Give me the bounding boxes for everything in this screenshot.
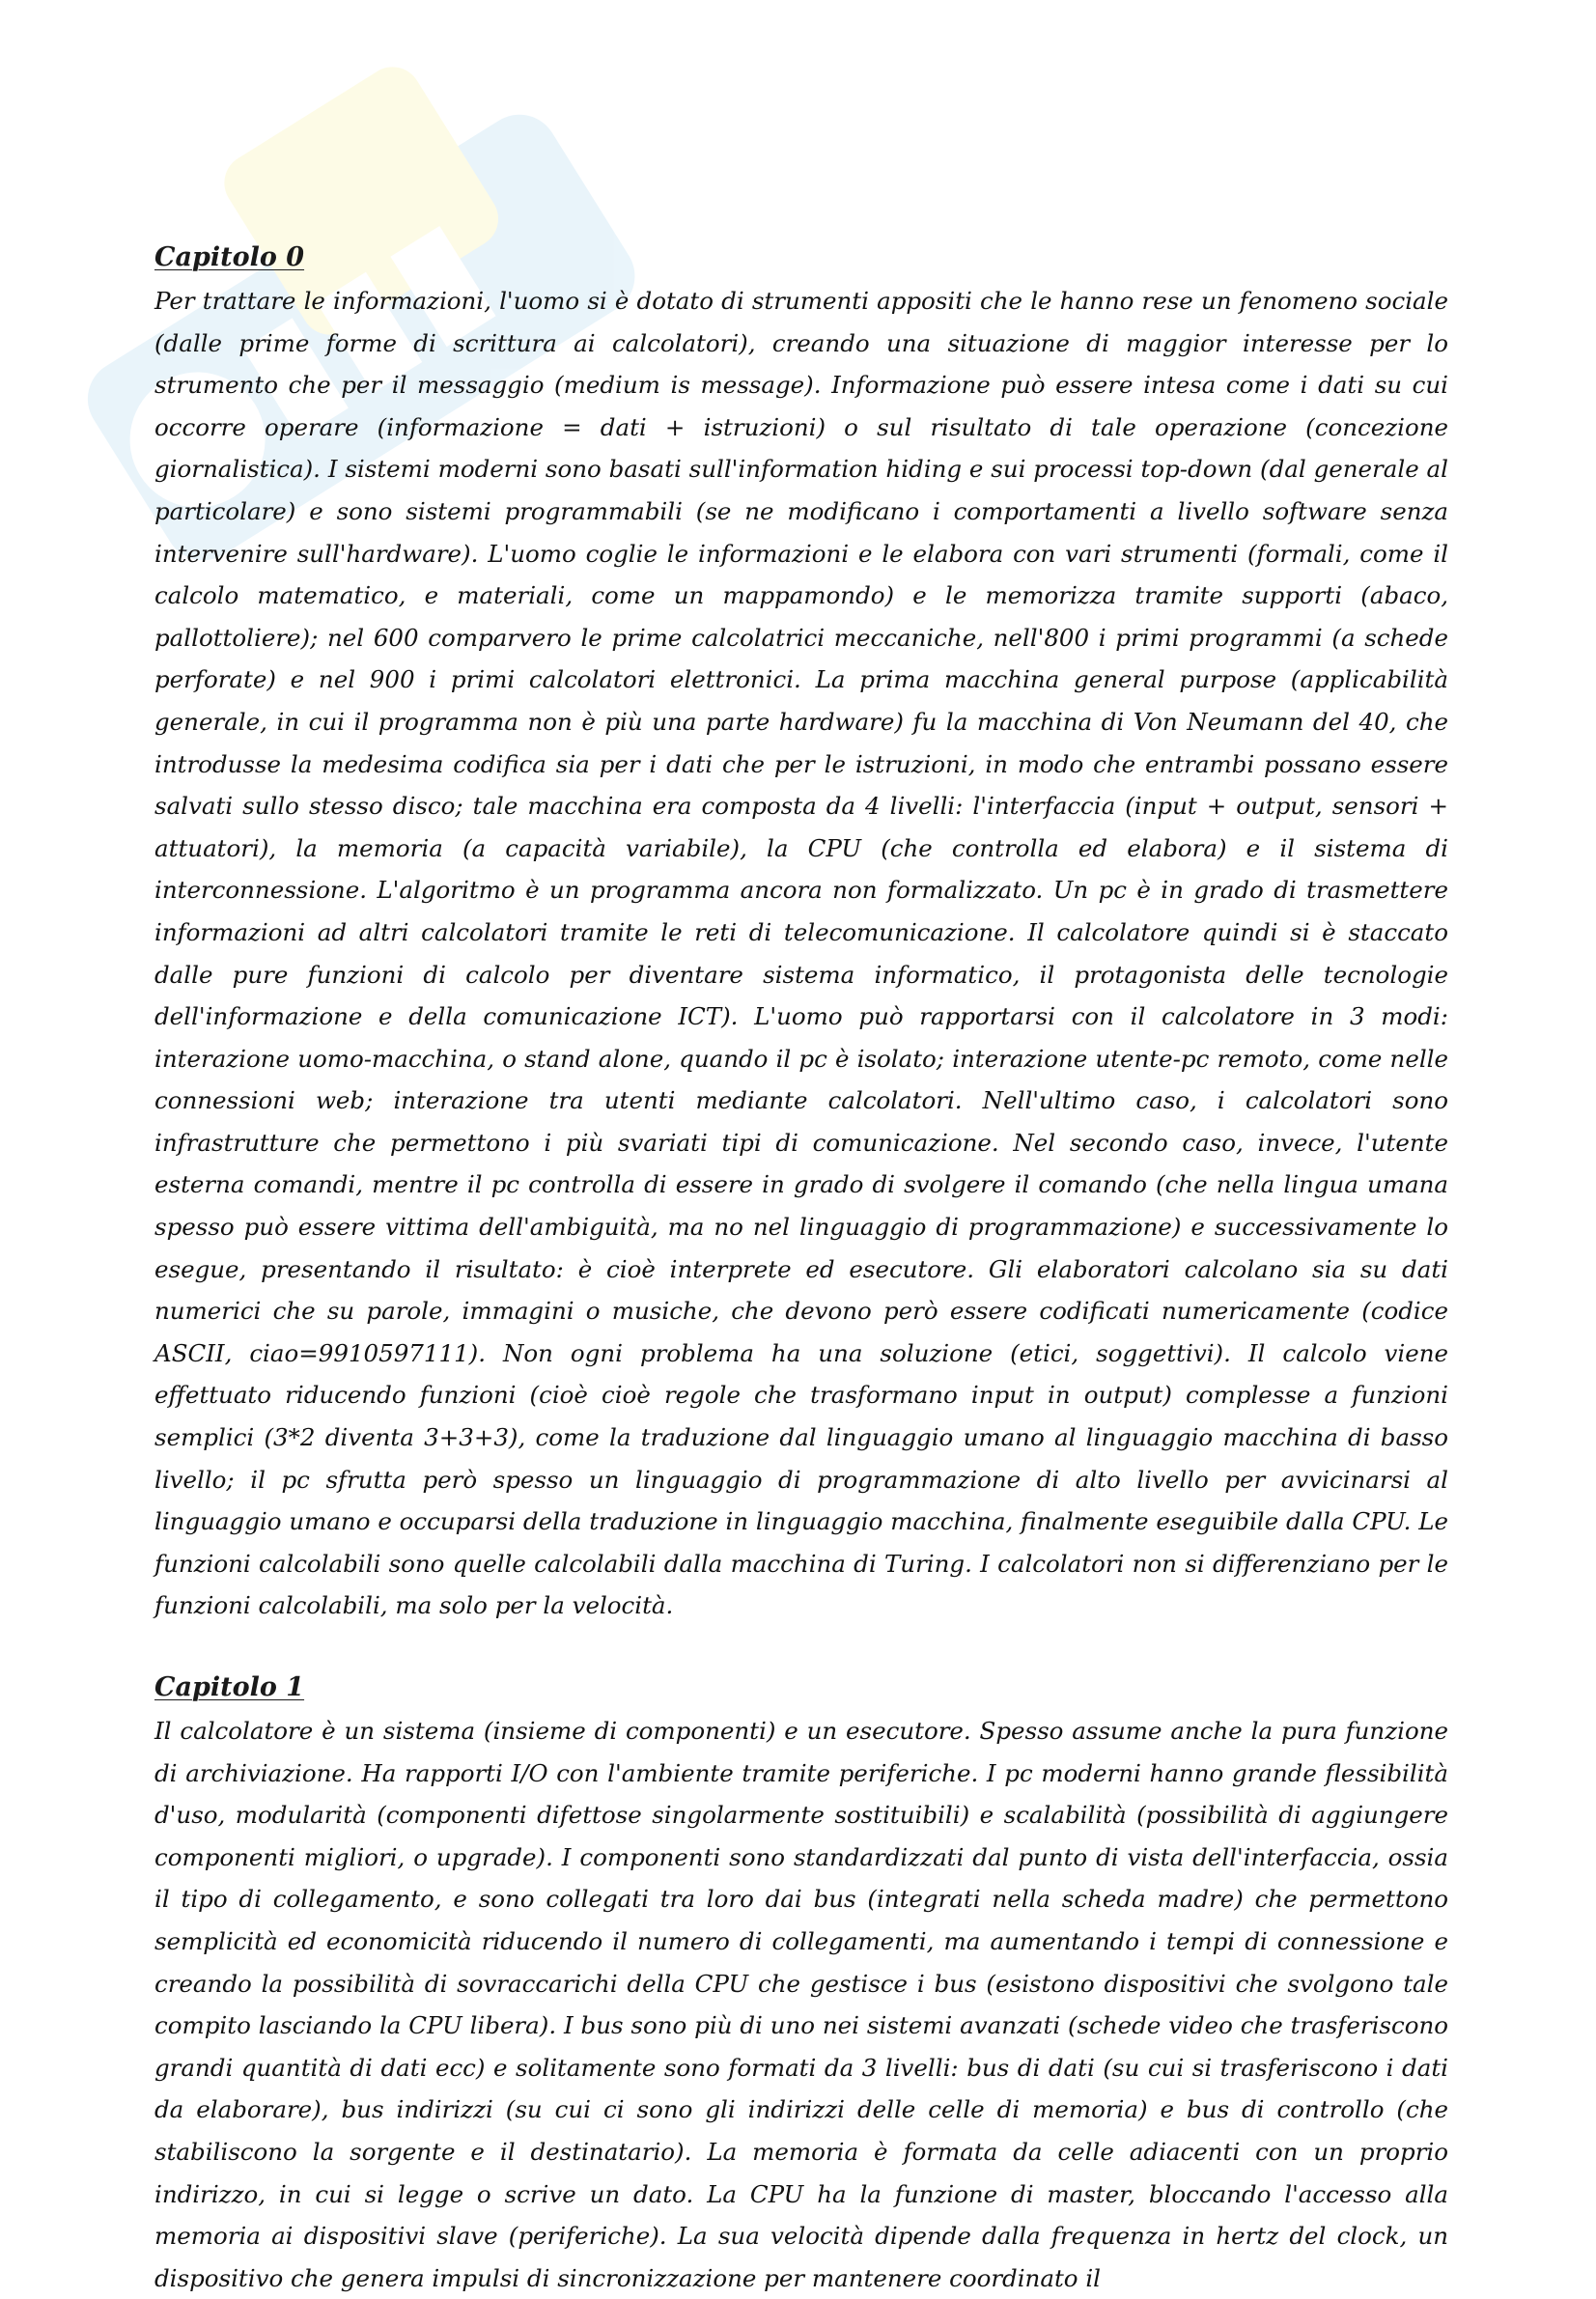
section-heading: Capitolo 1 bbox=[154, 1672, 305, 1702]
section-paragraph: Il calcolatore è un sistema (insieme di componenti) e un esecutore. Spesso assume anche la pura funzione di archiviazione. Ha rapporti I/O con l'ambiente tramite periferiche. I pc moderni hanno grande flessibilità d'uso, modularità (componenti difettose singolarmente sostituibili) e scalabilità (possibilità di aggiungere componenti migliori, o upgrade). I componenti sono standardizzati dal punto di vista dell'interfaccia, ossia il tipo di collegamento, e sono collegati tra loro dai bus (integrati nella scheda madre) che permettono semplicità ed economicità riducendo il numero di collegamenti, ma aumentando i tempi di connessione e creando la possibilità di sovraccarichi della CPU che gestisce i bus (esistono dispositivi che svolgono tale compito lasciando la CPU libera). I bus sono più di uno nei sistemi avanzati (schede video che trasferiscono grandi quantità di dati ecc) e solitamente sono formati da 3 livelli: bus di dati (su cui si trasferiscono i dati da elaborare), bus indirizzi (su cui ci sono gli indirizzi delle celle di memoria) e bus di controllo (che stabiliscono la sorgente e il destinatario). La memoria è formata da celle adiacenti con un proprio indirizzo, in cui si legge o scrive un dato. La CPU ha la funzione di master, bloccando l'accesso alla memoria ai dispositivi slave (periferiche). La sua velocità dipende dalla frequenza in hertz del clock, un dispositivo che genera impulsi di sincronizzazione per mantenere coordinato il bbox=[154, 1717, 1448, 2292]
section-capitolo-0 bbox=[154, 241, 1448, 1627]
section-spacer bbox=[154, 1627, 1448, 1671]
section-paragraph: Per trattare le informazioni, l'uomo si è dotato di strumenti appositi che le hanno rese un fenomeno sociale (dalle prime forme di scrittura ai calcolatori), creando una situazione di maggior interesse per lo strumento che per il messaggio (medium is message). Informazione può essere intesa come i dati su cui occorre operare (informazione = dati + istruzioni) o sul risultato di tale operazione (concezione giornalistica). I sistemi moderni sono basati sull'information hiding e sui processi top-down (dal generale al particolare) e sono sistemi programmabili (se ne modificano i comportamenti a livello software senza intervenire sull'hardware). L'uomo coglie le informazioni e le elabora con vari strumenti (formali, come il calcolo matematico, e materiali, come un mappamondo) e le memorizza tramite supporti (abaco, pallottoliere); nel 600 comparvero le prime calcolatrici meccaniche, nell'800 i primi programmi (a schede perforate) e nel 900 i primi calcolatori elettronici. La prima macchina general purpose (applicabilità generale, in cui il programma non è più una parte hardware) fu la macchina di Von Neumann del 40, che introdusse la medesima codifica sia per i dati che per le istruzioni, in modo che entrambi possano essere salvati sullo stesso disco; tale macchina era composta da 4 livelli: l'interfaccia (input + output, sensori + attuatori), la memoria (a capacità variabile), la CPU (che controlla ed elabora) e il sistema di interconnessione. L'algoritmo è un programma ancora non formalizzato. Un pc è in grado di trasmettere informazioni ad altri calcolatori tramite le reti di telecomunicazione. Il calcolatore quindi si è staccato dalle pure funzioni di calcolo per diventare sistema informatico, il protagonista delle tecnologie dell'informazione e della comunicazione ICT). L'uomo può rapportarsi con il calcolatore in 3 modi: interazione uomo-macchina, o stand alone, quando il pc è isolato; interazione utente-pc remoto, come nelle connessioni web; interazione tra utenti mediante calcolatori. Nell'ultimo caso, i calcolatori sono infrastrutture che permettono i più svariati tipi di comunicazione. Nel secondo caso, invece, l'utente esterna comandi, mentre il pc controlla di essere in grado di svolgere il comando (che nella lingua umana spesso può essere vittima dell'ambiguità, ma no nel linguaggio di programmazione) e successivamente lo esegue, presentando il risultato: è cioè interprete ed esecutore. Gli elaboratori calcolano sia su dati numerici che su parole, immagini o musiche, che devono però essere codificati numericamente (codice ASCII, ciao=9910597111). Non ogni problema ha una soluzione (etici, soggettivi). Il calcolo viene effettuato riducendo funzioni (cioè cioè regole che trasformano input in output) complesse a funzioni semplici (3*2 diventa 3+3+3), come la traduzione dal linguaggio umano al linguaggio macchina di basso livello; il pc sfrutta però spesso un linguaggio di programmazione di alto livello per avvicinarsi al linguaggio umano e occuparsi della traduzione in linguaggio macchina, finalmente eseguibile dalla CPU. Le funzioni calcolabili sono quelle calcolabili dalla macchina di Turing. I calcolatori non si differenziano per le funzioni calcolabili, ma solo per la velocità. bbox=[154, 287, 1448, 1620]
document-body bbox=[154, 241, 1448, 2299]
section-capitolo-1 bbox=[154, 1671, 1448, 2299]
section-heading: Capitolo 0 bbox=[154, 242, 305, 272]
